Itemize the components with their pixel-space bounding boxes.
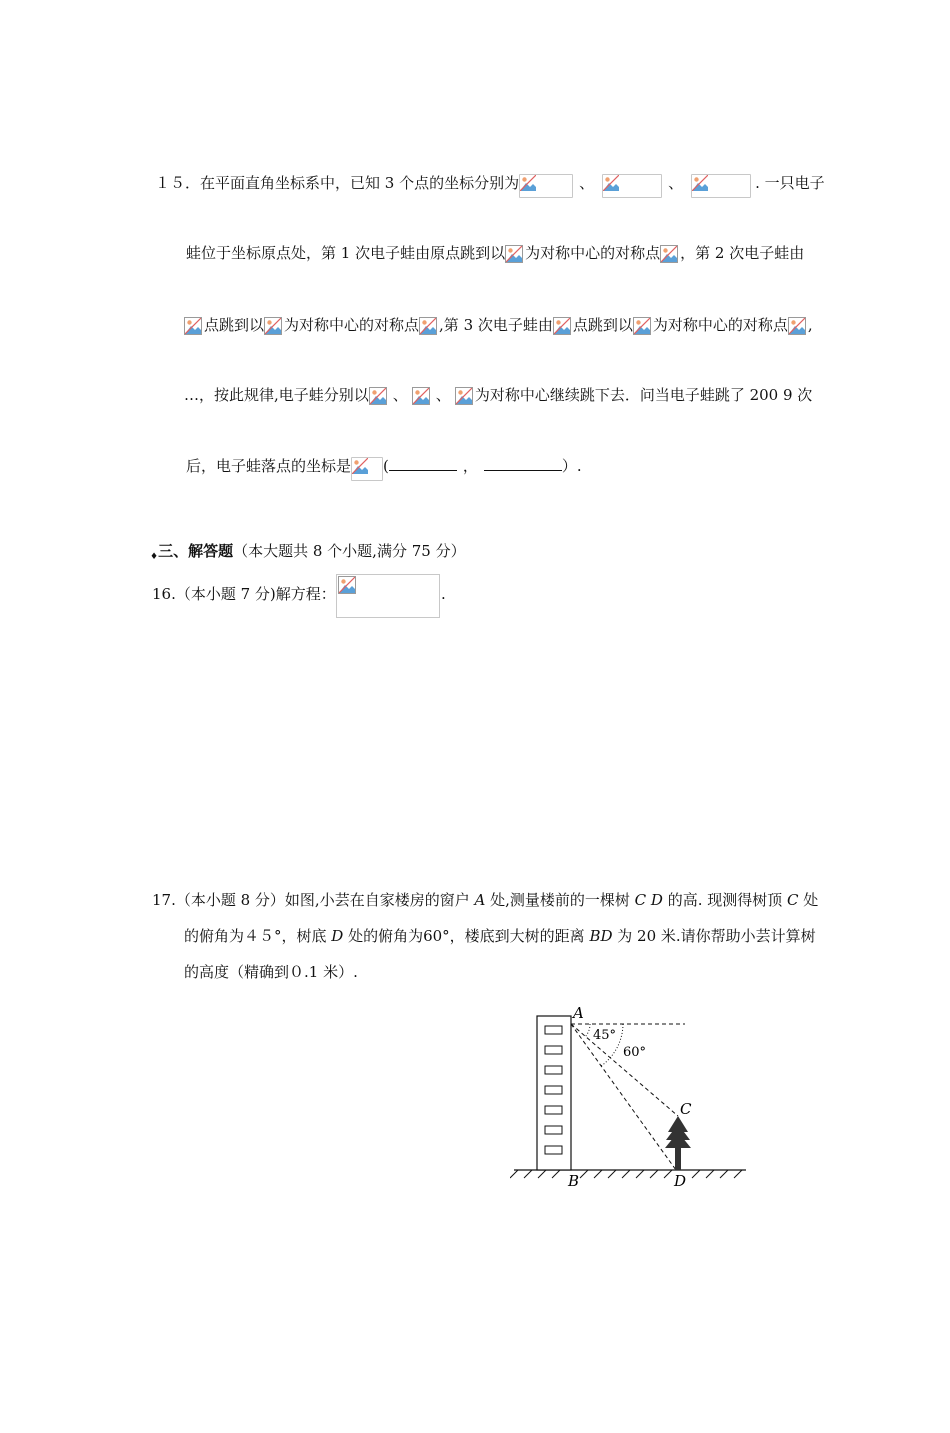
image-placeholder-icon xyxy=(351,457,383,481)
section-note: （本大题共 8 个小题,满分 75 分） xyxy=(233,542,466,560)
image-placeholder-icon xyxy=(338,576,356,594)
angle-60-label: 60° xyxy=(623,1045,647,1060)
answer-blank-x[interactable] xyxy=(389,456,457,471)
image-placeholder-icon xyxy=(660,245,680,265)
angle-45-label: 45° xyxy=(593,1028,617,1043)
q15-text: , xyxy=(807,316,813,334)
q15-line-5 xyxy=(186,456,582,481)
var-D: D xyxy=(331,927,344,945)
var-CD: C D xyxy=(634,891,663,909)
image-placeholder-icon xyxy=(369,387,389,407)
q17-text: 处 xyxy=(798,891,819,909)
angle-arc-45 xyxy=(585,1024,590,1037)
section-title: 三、解答题 xyxy=(158,542,234,560)
q15-text: 点跳到以 xyxy=(204,316,265,334)
answer-blank-y[interactable] xyxy=(484,456,562,471)
q15-text: ( xyxy=(383,457,389,475)
equation-image xyxy=(336,574,440,618)
q16-line xyxy=(152,584,336,604)
separator: 、 xyxy=(435,386,451,404)
building-tree-diagram xyxy=(510,1000,760,1200)
image-placeholder-icon xyxy=(691,174,751,198)
q17-text: 的高. 现测得树顶 xyxy=(662,891,787,909)
tree xyxy=(665,1116,691,1170)
section-heading xyxy=(150,541,466,567)
q15-text: ，第 2 次电子蛙由 xyxy=(680,244,805,262)
ground-hatching xyxy=(510,1170,742,1178)
q17-text: 处,测量楼前的一棵树 xyxy=(485,891,635,909)
label-C: C xyxy=(680,1100,692,1118)
image-placeholder-icon xyxy=(412,387,432,407)
q15-text: １５．在平面直角坐标系中，已知 3 个点的坐标分别为 xyxy=(155,174,520,192)
q15-line-2 xyxy=(186,243,804,265)
q17-text: 处的俯角为60°，楼底到大树的距离 xyxy=(343,927,590,945)
q15-text: 后，电子蛙落点的坐标是 xyxy=(186,457,352,475)
image-placeholder-icon xyxy=(633,317,653,337)
q15-text: ， xyxy=(462,457,478,475)
image-placeholder-icon xyxy=(184,317,204,337)
q15-line-1 xyxy=(155,173,825,198)
q17-line-3 xyxy=(184,962,358,982)
q17-text: 的高度（精确到０.1 米）. xyxy=(184,963,358,981)
q15-text: 点跳到以 xyxy=(572,316,633,334)
image-placeholder-icon xyxy=(264,317,284,337)
q15-text: 为对称中心的对称点 xyxy=(525,244,661,262)
var-C: C xyxy=(787,891,799,909)
image-placeholder-icon xyxy=(455,387,475,407)
separator: 、 xyxy=(668,174,684,192)
q17-text: 为 20 米.请你帮助小芸计算树 xyxy=(612,927,816,945)
label-B: B xyxy=(568,1172,580,1190)
image-placeholder-icon xyxy=(519,174,573,198)
image-placeholder-icon xyxy=(505,245,525,265)
image-placeholder-icon xyxy=(419,317,439,337)
q15-text: ,第 3 次电子蛙由 xyxy=(439,316,553,334)
q15-text: 为对称中心的对称点 xyxy=(652,316,788,334)
q15-line-3 xyxy=(184,315,813,337)
q17-line-2 xyxy=(184,926,816,946)
q16-text: 16.（本小题 7 分)解方程： xyxy=(152,585,336,603)
q15-text: 蛙位于坐标原点处，第 1 次电子蛙由原点跳到以 xyxy=(186,244,506,262)
separator: 、 xyxy=(392,386,408,404)
q17-text: 17.（本小题 8 分）如图,小芸在自家楼房的窗户 xyxy=(152,891,475,909)
label-D: D xyxy=(674,1172,687,1190)
image-placeholder-icon xyxy=(788,317,808,337)
anchor-icon: ♦ xyxy=(150,552,159,562)
q15-text: 为对称中心的对称点 xyxy=(284,316,420,334)
q15-text: ）. xyxy=(561,457,582,475)
q15-text: 为对称中心继续跳下去．问当电子蛙跳了 200 9 次 xyxy=(474,386,813,404)
q15-text: …，按此规律,电子蛙分别以 xyxy=(184,386,369,404)
q15-text: . 一只电子 xyxy=(755,174,825,192)
image-placeholder-icon xyxy=(602,174,662,198)
separator: 、 xyxy=(579,174,595,192)
var-BD: BD xyxy=(589,927,613,945)
q15-line-4 xyxy=(184,385,812,407)
q17-line-1 xyxy=(152,890,818,910)
image-placeholder-icon xyxy=(553,317,573,337)
label-A: A xyxy=(573,1004,584,1022)
q17-text: 的俯角为４５°，树底 xyxy=(184,927,332,945)
diagram-svg xyxy=(510,1000,760,1200)
q16-end: . xyxy=(441,585,446,603)
var-A: A xyxy=(474,891,486,909)
